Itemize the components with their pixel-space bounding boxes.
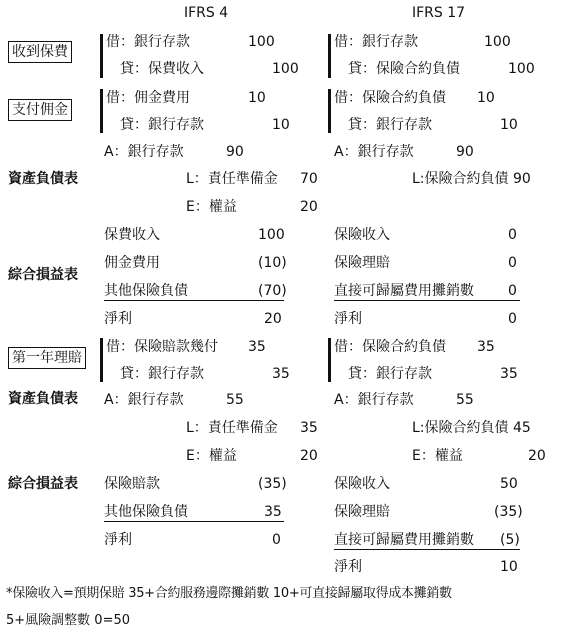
ifrs17-je1-debit: 借：銀行存款 — [334, 34, 418, 50]
ifrs17-is2-row3: 直接可歸屬費用攤銷數 — [334, 532, 474, 548]
ifrs17-is2-row2: 保險理賠 — [334, 504, 390, 520]
ifrs4-is1-row3: 其他保險負債 — [104, 283, 188, 299]
ifrs17-is2-row4: 淨利 — [334, 559, 362, 575]
ifrs4-is1-row2-amount: (10) — [258, 255, 287, 271]
ifrs4-is1-row1-amount: 100 — [258, 227, 285, 243]
ifrs4-je3-credit: 貸：銀行存款 — [120, 366, 204, 382]
header-ifrs4: IFRS 4 — [184, 5, 229, 21]
ifrs4-bs1-equity-amount: 20 — [300, 199, 318, 215]
footnote-line1: *保險收入=預期保賠 35+合約服務邊際攤銷數 10+可直接歸屬取得成本攤銷數 — [6, 586, 452, 601]
ifrs17-je2-debit: 借：保險合約負債 — [334, 90, 446, 106]
label-balance-sheet-1: 資產負債表 — [8, 171, 78, 187]
je1-bar-ifrs4 — [100, 34, 103, 78]
ifrs4-is1-row4: 淨利 — [104, 311, 132, 327]
ifrs4-bs1-equity: E：權益 — [186, 199, 237, 215]
ifrs17-is1-row2-amount: 0 — [508, 255, 517, 271]
ifrs17-is1-row1: 保險收入 — [334, 227, 390, 243]
ifrs4-bs2-liability-amount: 35 — [300, 420, 318, 436]
ifrs17-bs1-liability: L:保險合約負債 90 — [412, 171, 531, 187]
ifrs17-bs1-asset: A：銀行存款 — [334, 144, 414, 160]
ifrs4-je2-debit-amount: 10 — [248, 90, 266, 106]
label-receive-premium: 收到保費 — [8, 41, 72, 63]
ifrs17-je3-debit: 借：保險合約負債 — [334, 339, 446, 355]
ifrs17-je1-debit-amount: 100 — [484, 34, 511, 50]
je1-bar-ifrs17 — [328, 34, 331, 78]
footnote-line2: 5+風險調整數 0=50 — [6, 613, 131, 628]
ifrs4-is2-row3-amount: 0 — [272, 532, 281, 548]
ifrs17-je3-debit-amount: 35 — [477, 339, 495, 355]
ifrs17-je1-credit: 貸：保險合約負債 — [348, 61, 460, 77]
ifrs17-is1-row2: 保險理賠 — [334, 255, 390, 271]
header-ifrs17: IFRS 17 — [412, 5, 466, 21]
ifrs4-bs2-asset: A：銀行存款 — [104, 392, 184, 408]
ifrs4-je1-debit: 借：銀行存款 — [106, 34, 190, 50]
ifrs17-bs2-liability: L:保險合約負債 45 — [412, 420, 531, 436]
label-pay-commission: 支付佣金 — [8, 99, 72, 121]
ifrs4-je2-credit-amount: 10 — [272, 117, 290, 133]
label-balance-sheet-2: 資產負債表 — [8, 391, 78, 407]
ifrs4-je3-debit-amount: 35 — [248, 339, 266, 355]
ifrs4-bs1-asset-amount: 90 — [226, 144, 244, 160]
label-income-statement-1: 綜合損益表 — [8, 267, 78, 283]
ifrs17-is1-row3: 直接可歸屬費用攤銷數 — [334, 283, 474, 299]
ifrs4-bs1-liability: L：責任準備金 — [186, 171, 278, 187]
label-income-statement-2: 綜合損益表 — [8, 476, 78, 492]
ifrs4-bs2-equity: E：權益 — [186, 448, 237, 464]
ifrs17-is2-row4-amount: 10 — [500, 559, 518, 575]
ifrs4-is1-row2: 佣金費用 — [104, 255, 160, 271]
ifrs4-je3-credit-amount: 35 — [272, 366, 290, 382]
ifrs4-bs2-equity-amount: 20 — [300, 448, 318, 464]
ifrs17-is1-row4: 淨利 — [334, 311, 362, 327]
ifrs4-je1-credit: 貸：保費收入 — [120, 61, 204, 77]
ifrs4-je2-debit: 借：佣金費用 — [106, 90, 190, 106]
ifrs17-je3-credit-amount: 35 — [500, 366, 518, 382]
ifrs17-is1-row4-amount: 0 — [508, 311, 517, 327]
ifrs17-je2-debit-amount: 10 — [477, 90, 495, 106]
ifrs4-is2-total-rule — [104, 521, 284, 522]
ifrs4-is1-row4-amount: 20 — [264, 311, 282, 327]
ifrs4-bs1-asset: A：銀行存款 — [104, 144, 184, 160]
ifrs4-is2-row1: 保險賠款 — [104, 476, 160, 492]
ifrs17-is2-row1-amount: 50 — [500, 476, 518, 492]
ifrs17-je3-credit: 貸：銀行存款 — [348, 366, 432, 382]
ifrs17-bs2-asset-amount: 55 — [456, 392, 474, 408]
ifrs17-bs2-equity: E：權益 — [412, 448, 463, 464]
ifrs4-is1-row3-amount: (70) — [258, 283, 287, 299]
label-first-year-claim: 第一年理賠 — [8, 347, 86, 369]
ifrs4-is2-row2: 其他保險負債 — [104, 504, 188, 520]
ifrs17-bs2-equity-amount: 20 — [528, 448, 546, 464]
ifrs17-is2-total-rule — [334, 549, 520, 550]
ifrs4-is1-row1: 保費收入 — [104, 227, 160, 243]
ifrs17-is1-row1-amount: 0 — [508, 227, 517, 243]
ifrs17-je2-credit: 貸：銀行存款 — [348, 117, 432, 133]
ifrs17-je1-credit-amount: 100 — [508, 61, 535, 77]
ifrs4-bs2-liability: L：責任準備金 — [186, 420, 278, 436]
ifrs17-is1-row3-amount: 0 — [508, 283, 517, 299]
je2-bar-ifrs17 — [328, 89, 331, 133]
ifrs4-je3-debit: 借：保險賠款幾付 — [106, 339, 218, 355]
ifrs17-is1-total-rule — [334, 300, 520, 301]
ifrs17-is2-row2-amount: (35) — [494, 504, 523, 520]
ifrs4-is2-row1-amount: (35) — [258, 476, 287, 492]
ifrs4-bs2-asset-amount: 55 — [226, 392, 244, 408]
ifrs17-je2-credit-amount: 10 — [500, 117, 518, 133]
je3-bar-ifrs17 — [328, 338, 331, 382]
je2-bar-ifrs4 — [100, 89, 103, 133]
ifrs4-is2-row3: 淨利 — [104, 532, 132, 548]
ifrs4-je1-debit-amount: 100 — [248, 34, 275, 50]
ifrs17-is2-row1: 保險收入 — [334, 476, 390, 492]
ifrs17-bs2-asset: A：銀行存款 — [334, 392, 414, 408]
ifrs4-is1-total-rule — [104, 300, 284, 301]
ifrs4-is2-row2-amount: 35 — [264, 504, 282, 520]
ifrs4-je1-credit-amount: 100 — [272, 61, 299, 77]
ifrs17-bs1-asset-amount: 90 — [456, 144, 474, 160]
ifrs4-bs1-liability-amount: 70 — [300, 171, 318, 187]
je3-bar-ifrs4 — [100, 338, 103, 382]
ifrs4-je2-credit: 貸：銀行存款 — [120, 117, 204, 133]
ifrs17-is2-row3-amount: (5) — [500, 532, 520, 548]
